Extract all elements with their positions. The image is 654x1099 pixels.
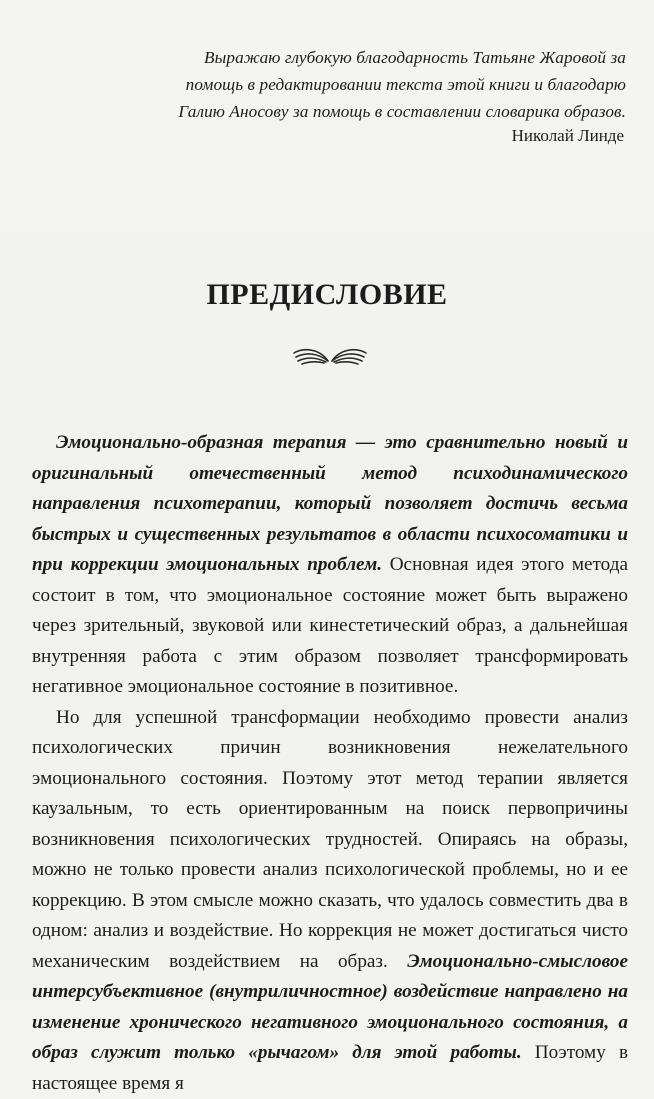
decorative-flourish-icon [290,345,370,367]
acknowledgment-line: Выражаю глубокую благодарность Татьяне Жаровой за [146,44,626,71]
acknowledgment-line: помощь в редактировании текста этой книги и благодарю [146,71,626,98]
paragraph [32,428,628,703]
emphasized-text: Эмоционально-смысловое интерсубъективное (внутриличностное) воздействие направлено на изменение хронического негативного эмоционального состояния, а образ служит только «рычагом» для этой работы. [32,951,628,1064]
section-title: ПРЕДИСЛОВИЕ [0,278,654,312]
paragraph [32,703,628,1099]
preface-body [32,428,628,1099]
acknowledgment [146,44,626,125]
author-signature: Николай Линде [512,126,624,146]
paragraph-text: Основная идея этого метода состоит в том, что эмоциональное состояние может быть выражено через зрительный, звуковой или кинестетический образ, а дальнейшая внутренняя работа с этим образом позволяет трансформировать негативное эмоциональное состояние в позитивное. [32,554,628,697]
paragraph-text: Но для успешной трансформации необходимо провести анализ психологических причин возникновения нежелательного эмоционального состояния. Поэтому этот метод терапии является каузальным, то есть ориентированным на поиск первопричины возникновения психологических трудностей. Опираясь на образы, можно не только провести анализ психологической проблемы, но и ее коррекцию. В этом смысле можно сказать, что удалось совместить два в одном: анализ и воздействие. Но коррекция не может достигаться чисто механическим воздействием на образ. [32,707,628,972]
emphasized-text: Эмоционально-образная терапия — это сравнительно новый и оригинальный отечественный метод психодинамического направления психотерапии, который позволяет достичь весьма быстрых и существенных результатов в области психосоматики и при коррекции эмоциональных проблем. [32,432,628,575]
paragraph-text: Поэтому в настоящее время я [32,1042,628,1094]
acknowledgment-line: Галию Аносову за помощь в составлении словарика образов. [146,98,626,125]
